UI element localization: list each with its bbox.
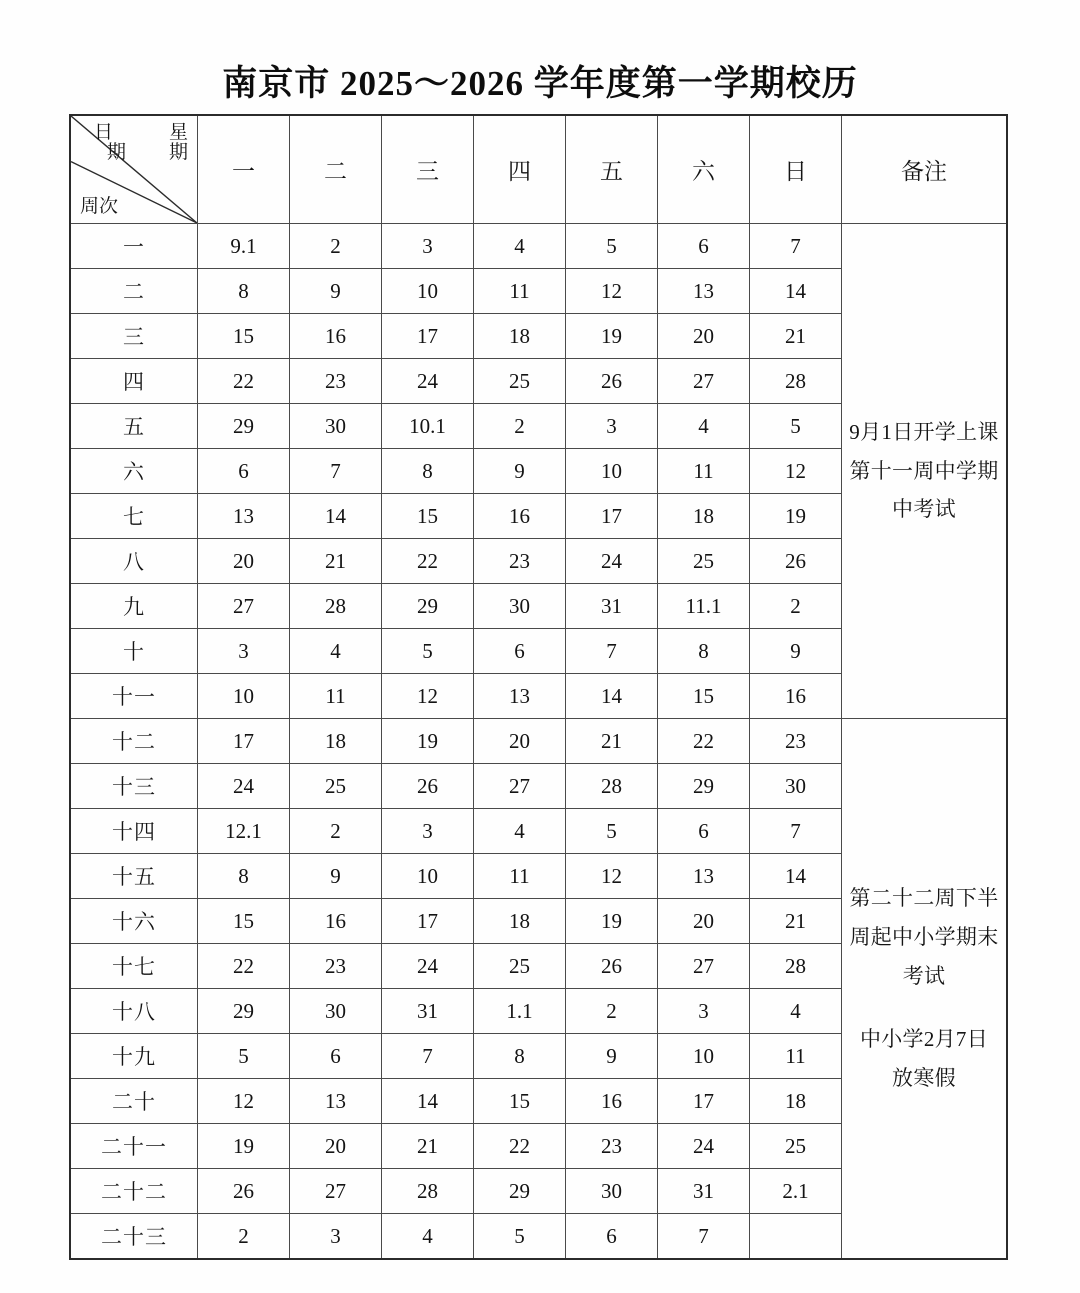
date-cell: 21 [750, 314, 842, 359]
week-number-cell: 十三 [71, 764, 198, 809]
date-cell: 8 [198, 269, 290, 314]
date-cell: 18 [750, 1079, 842, 1124]
date-cell: 3 [290, 1214, 382, 1259]
date-cell: 23 [474, 539, 566, 584]
date-cell: 16 [474, 494, 566, 539]
date-cell: 29 [198, 404, 290, 449]
week-number-cell: 六 [71, 449, 198, 494]
date-cell: 18 [474, 899, 566, 944]
date-cell: 16 [750, 674, 842, 719]
date-cell: 4 [382, 1214, 474, 1259]
date-cell: 20 [198, 539, 290, 584]
date-cell: 21 [290, 539, 382, 584]
date-cell: 14 [382, 1079, 474, 1124]
date-cell: 4 [474, 224, 566, 269]
date-cell: 15 [382, 494, 474, 539]
date-cell: 21 [566, 719, 658, 764]
date-cell: 17 [382, 314, 474, 359]
remarks-line: 中考试 [892, 497, 956, 522]
date-cell: 8 [198, 854, 290, 899]
date-cell: 12 [750, 449, 842, 494]
date-cell: 23 [566, 1124, 658, 1169]
date-cell: 23 [290, 359, 382, 404]
date-cell: 12 [382, 674, 474, 719]
date-cell: 3 [382, 809, 474, 854]
date-cell: 3 [382, 224, 474, 269]
remarks-line: 第二十二周下半 [849, 886, 999, 911]
date-cell: 1.1 [474, 989, 566, 1034]
date-cell: 28 [290, 584, 382, 629]
date-cell: 25 [750, 1124, 842, 1169]
date-cell: 7 [382, 1034, 474, 1079]
date-cell: 27 [198, 584, 290, 629]
date-cell: 8 [658, 629, 750, 674]
date-cell: 15 [198, 314, 290, 359]
date-cell: 26 [566, 359, 658, 404]
date-cell: 20 [658, 899, 750, 944]
date-cell: 21 [382, 1124, 474, 1169]
date-cell: 2 [290, 809, 382, 854]
date-cell: 6 [198, 449, 290, 494]
date-cell: 8 [382, 449, 474, 494]
weekday-header-wed: 三 [382, 116, 474, 224]
weekday-header-fri: 五 [566, 116, 658, 224]
date-cell: 13 [198, 494, 290, 539]
date-cell: 22 [198, 359, 290, 404]
date-cell: 2 [566, 989, 658, 1034]
date-cell: 10 [382, 854, 474, 899]
date-cell: 6 [658, 809, 750, 854]
date-cell: 21 [750, 899, 842, 944]
date-cell: 11 [474, 854, 566, 899]
date-cell: 19 [750, 494, 842, 539]
date-cell: 23 [290, 944, 382, 989]
date-cell: 2 [290, 224, 382, 269]
week-number-cell: 十一 [71, 674, 198, 719]
week-number-cell: 九 [71, 584, 198, 629]
weekday-header-mon: 一 [198, 116, 290, 224]
date-cell: 7 [750, 224, 842, 269]
date-cell: 4 [290, 629, 382, 674]
page-title: 南京市 2025～2026 学年度第一学期校历 [222, 64, 858, 103]
date-cell: 30 [566, 1169, 658, 1214]
date-cell: 12 [566, 269, 658, 314]
date-cell: 24 [658, 1124, 750, 1169]
date-cell: 25 [658, 539, 750, 584]
date-cell: 29 [382, 584, 474, 629]
date-cell: 11 [750, 1034, 842, 1079]
date-cell: 27 [658, 359, 750, 404]
corner-weekday-label: 星 期 [168, 122, 188, 163]
date-cell: 22 [198, 944, 290, 989]
date-cell: 12 [566, 854, 658, 899]
date-cell: 11 [474, 269, 566, 314]
date-cell: 9 [474, 449, 566, 494]
week-number-cell: 一 [71, 224, 198, 269]
date-cell: 26 [750, 539, 842, 584]
date-cell: 6 [290, 1034, 382, 1079]
corner-date-label: 日 期 [94, 122, 127, 163]
date-cell: 11 [658, 449, 750, 494]
date-cell: 10 [198, 674, 290, 719]
date-cell: 24 [382, 359, 474, 404]
date-cell: 3 [198, 629, 290, 674]
date-cell: 20 [474, 719, 566, 764]
date-cell: 24 [566, 539, 658, 584]
date-cell: 5 [198, 1034, 290, 1079]
date-cell: 28 [382, 1169, 474, 1214]
date-cell: 14 [750, 269, 842, 314]
table-header-row [71, 116, 1007, 224]
date-cell: 17 [658, 1079, 750, 1124]
date-cell: 2 [198, 1214, 290, 1259]
date-cell: 7 [750, 809, 842, 854]
date-cell: 27 [474, 764, 566, 809]
date-cell: 16 [290, 314, 382, 359]
date-cell: 4 [750, 989, 842, 1034]
date-cell: 26 [382, 764, 474, 809]
date-cell: 16 [566, 1079, 658, 1124]
date-cell: 5 [474, 1214, 566, 1259]
remarks-line: 放寒假 [892, 1065, 956, 1090]
date-cell: 30 [474, 584, 566, 629]
date-cell: 7 [658, 1214, 750, 1259]
date-cell: 14 [566, 674, 658, 719]
date-cell: 30 [290, 404, 382, 449]
date-cell: 16 [290, 899, 382, 944]
date-cell: 5 [750, 404, 842, 449]
remarks-line: 9月1日开学上课 [849, 419, 999, 444]
date-cell: 31 [658, 1169, 750, 1214]
date-cell: 28 [750, 359, 842, 404]
date-cell: 2 [750, 584, 842, 629]
date-cell: 20 [290, 1124, 382, 1169]
week-number-cell: 十八 [71, 989, 198, 1034]
date-cell: 25 [290, 764, 382, 809]
remarks-line: 第十一周中学期 [849, 458, 999, 483]
date-cell: 28 [750, 944, 842, 989]
week-number-cell: 二 [71, 269, 198, 314]
date-cell: 2 [474, 404, 566, 449]
date-cell: 25 [474, 944, 566, 989]
date-cell: 6 [566, 1214, 658, 1259]
date-cell: 30 [290, 989, 382, 1034]
date-cell: 5 [566, 809, 658, 854]
week-number-cell: 二十 [71, 1079, 198, 1124]
weekday-header-sun: 日 [750, 116, 842, 224]
remarks-line: 中小学2月7日 [859, 1026, 989, 1051]
week-number-cell: 十九 [71, 1034, 198, 1079]
table-row [71, 719, 1007, 764]
date-cell: 24 [198, 764, 290, 809]
date-cell: 13 [474, 674, 566, 719]
date-cell: 5 [382, 629, 474, 674]
date-cell: 11 [290, 674, 382, 719]
date-cell: 15 [198, 899, 290, 944]
date-cell: 28 [566, 764, 658, 809]
date-cell: 29 [474, 1169, 566, 1214]
date-cell: 4 [658, 404, 750, 449]
week-number-cell: 二十一 [71, 1124, 198, 1169]
week-number-cell: 三 [71, 314, 198, 359]
date-cell: 9 [566, 1034, 658, 1079]
date-cell: 27 [290, 1169, 382, 1214]
date-cell: 17 [198, 719, 290, 764]
date-cell: 15 [474, 1079, 566, 1124]
date-cell: 19 [382, 719, 474, 764]
date-cell: 9 [290, 854, 382, 899]
week-number-cell: 五 [71, 404, 198, 449]
weekday-header-sat: 六 [658, 116, 750, 224]
remarks-line: 周起中小学期末 [849, 925, 999, 950]
weekday-header-thu: 四 [474, 116, 566, 224]
week-number-cell: 十七 [71, 944, 198, 989]
date-cell: 17 [566, 494, 658, 539]
date-cell: 26 [566, 944, 658, 989]
date-cell: 10 [658, 1034, 750, 1079]
remarks-cell [842, 719, 1007, 1259]
remarks-spacer [842, 996, 1006, 1020]
date-cell: 10 [382, 269, 474, 314]
week-number-cell: 十 [71, 629, 198, 674]
school-calendar-table [70, 115, 1007, 1259]
date-cell: 22 [474, 1124, 566, 1169]
date-cell: 29 [658, 764, 750, 809]
date-cell: 12 [198, 1079, 290, 1124]
date-cell: 29 [198, 989, 290, 1034]
remarks-header: 备注 [842, 116, 1007, 224]
remarks-cell [842, 224, 1007, 719]
week-number-cell: 二十三 [71, 1214, 198, 1259]
week-number-cell: 四 [71, 359, 198, 404]
date-cell: 14 [290, 494, 382, 539]
date-cell: 7 [290, 449, 382, 494]
week-number-cell: 十四 [71, 809, 198, 854]
calendar-table-wrapper [70, 115, 1006, 1259]
remarks-line: 考试 [902, 964, 946, 989]
date-cell: 17 [382, 899, 474, 944]
date-cell: 11.1 [658, 584, 750, 629]
date-cell: 18 [290, 719, 382, 764]
date-cell: 26 [198, 1169, 290, 1214]
date-cell: 13 [658, 854, 750, 899]
date-cell: 5 [566, 224, 658, 269]
week-number-cell: 十六 [71, 899, 198, 944]
date-cell: 27 [658, 944, 750, 989]
corner-weeknum-label: 周次 [80, 196, 119, 218]
date-cell: 18 [474, 314, 566, 359]
date-cell: 22 [382, 539, 474, 584]
week-number-cell: 二十二 [71, 1169, 198, 1214]
date-cell: 15 [658, 674, 750, 719]
weekday-header-tue: 二 [290, 116, 382, 224]
week-number-cell: 十二 [71, 719, 198, 764]
date-cell: 6 [658, 224, 750, 269]
date-cell: 2.1 [750, 1169, 842, 1214]
date-cell: 10 [566, 449, 658, 494]
date-cell: 31 [382, 989, 474, 1034]
date-cell: 22 [658, 719, 750, 764]
date-cell: 25 [474, 359, 566, 404]
date-cell: 23 [750, 719, 842, 764]
date-cell: 3 [566, 404, 658, 449]
date-cell: 10.1 [382, 404, 474, 449]
date-cell: 14 [750, 854, 842, 899]
date-cell-empty [750, 1214, 842, 1259]
date-cell: 19 [198, 1124, 290, 1169]
date-cell: 3 [658, 989, 750, 1034]
date-cell: 12.1 [198, 809, 290, 854]
date-cell: 6 [474, 629, 566, 674]
date-cell: 19 [566, 314, 658, 359]
week-number-cell: 八 [71, 539, 198, 584]
date-cell: 13 [658, 269, 750, 314]
week-number-cell: 七 [71, 494, 198, 539]
week-number-cell: 十五 [71, 854, 198, 899]
date-cell: 31 [566, 584, 658, 629]
date-cell: 13 [290, 1079, 382, 1124]
date-cell: 7 [566, 629, 658, 674]
corner-header-cell [71, 116, 198, 224]
table-row [71, 224, 1007, 269]
date-cell: 4 [474, 809, 566, 854]
date-cell: 20 [658, 314, 750, 359]
date-cell: 8 [474, 1034, 566, 1079]
date-cell: 9.1 [198, 224, 290, 269]
date-cell: 30 [750, 764, 842, 809]
date-cell: 24 [382, 944, 474, 989]
date-cell: 9 [750, 629, 842, 674]
date-cell: 18 [658, 494, 750, 539]
date-cell: 19 [566, 899, 658, 944]
date-cell: 9 [290, 269, 382, 314]
